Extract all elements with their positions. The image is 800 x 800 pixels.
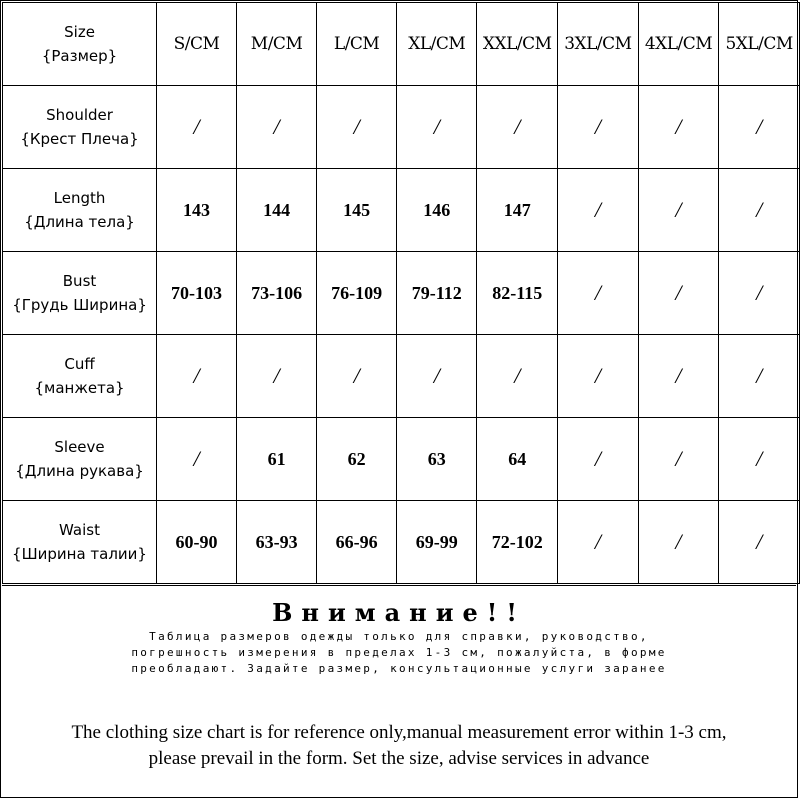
measurement-value-cell: 64	[477, 418, 558, 501]
measurement-value-cell: 144	[237, 169, 317, 252]
measurement-value-cell: /	[558, 335, 639, 418]
measurement-value-cell: /	[397, 335, 477, 418]
size-label-cell	[3, 3, 157, 86]
measurement-value-cell: /	[477, 335, 558, 418]
measurement-value-cell: /	[558, 252, 639, 335]
notice-english-text	[2, 720, 796, 772]
measurement-value-cell: /	[558, 86, 639, 169]
measurement-value-cell: 70-103	[157, 252, 237, 335]
measurement-value-cell: /	[719, 501, 800, 584]
size-header-4xl: 4XL/CM	[638, 3, 719, 86]
measurement-value-cell: 82-115	[477, 252, 558, 335]
measurement-value-cell: /	[317, 335, 397, 418]
table-row	[3, 252, 800, 335]
measurement-value-cell: /	[638, 252, 719, 335]
measurement-label-ru: {Грудь Ширина}	[12, 296, 147, 314]
size-header-3xl: 3XL/CM	[558, 3, 639, 86]
notice-ru-line: Таблица размеров одежды только для справки, руководство,	[149, 630, 649, 643]
measurement-value-cell: 147	[477, 169, 558, 252]
size-header-l: L/CM	[317, 3, 397, 86]
header-row	[3, 3, 800, 86]
measurement-value-cell: 143	[157, 169, 237, 252]
measurement-value-cell: 76-109	[317, 252, 397, 335]
size-header-xxl: XXL/CM	[477, 3, 558, 86]
measurement-label-cell	[3, 252, 157, 335]
measurement-label: Bust	[62, 272, 97, 290]
notice-ru-line: преобладают. Задайте размер, консультационные услуги заранее	[131, 662, 667, 675]
measurement-label: Length	[53, 189, 106, 207]
measurement-value-cell: 146	[397, 169, 477, 252]
notice-en-line: please prevail in the form. Set the size, advise services in advance	[148, 748, 650, 769]
measurement-value-cell: /	[237, 335, 317, 418]
table-row	[3, 335, 800, 418]
size-header-m: M/CM	[237, 3, 317, 86]
measurement-label: Waist	[59, 521, 100, 539]
measurement-value-cell: /	[638, 169, 719, 252]
measurement-value-cell: 72-102	[477, 501, 558, 584]
measurement-label-ru: {Ширина талии}	[12, 545, 147, 563]
measurement-value-cell: 69-99	[397, 501, 477, 584]
measurement-value-cell: 79-112	[397, 252, 477, 335]
measurement-label-ru: {Длина рукава}	[15, 462, 144, 480]
measurement-value-cell: /	[719, 169, 800, 252]
measurement-value-cell: /	[558, 418, 639, 501]
measurement-value-cell: /	[157, 86, 237, 169]
measurement-value-cell: /	[638, 418, 719, 501]
notice-title: Внимание!!	[272, 598, 526, 627]
measurement-value-cell: /	[719, 252, 800, 335]
size-header-xl: XL/CM	[397, 3, 477, 86]
size-label: Size	[64, 23, 95, 41]
table-row	[3, 501, 800, 584]
measurement-value-cell: /	[719, 418, 800, 501]
size-label-ru: {Размер}	[41, 47, 118, 65]
measurement-value-cell: 62	[317, 418, 397, 501]
measurement-label-cell	[3, 335, 157, 418]
table-row	[3, 86, 800, 169]
measurement-label: Shoulder	[46, 106, 113, 124]
measurement-value-cell: /	[157, 335, 237, 418]
measurement-value-cell: 145	[317, 169, 397, 252]
notice-box	[2, 585, 796, 796]
table-row	[3, 418, 800, 501]
measurement-value-cell: /	[638, 86, 719, 169]
measurement-value-cell: /	[558, 169, 639, 252]
measurement-label-cell	[3, 418, 157, 501]
notice-ru-line: погрешность измерения в пределах 1-3 см, пожалуйста, в форме	[131, 646, 667, 659]
table-row	[3, 169, 800, 252]
measurement-value-cell: /	[397, 86, 477, 169]
measurement-label-ru: {Крест Плеча}	[20, 130, 139, 148]
measurement-label-ru: {Длина тела}	[24, 213, 135, 231]
size-table	[2, 2, 800, 584]
measurement-value-cell: /	[719, 335, 800, 418]
measurement-value-cell: /	[638, 501, 719, 584]
measurement-value-cell: 73-106	[237, 252, 317, 335]
measurement-value-cell: 60-90	[157, 501, 237, 584]
measurement-value-cell: /	[317, 86, 397, 169]
measurement-label-cell	[3, 86, 157, 169]
size-header-s: S/CM	[157, 3, 237, 86]
measurement-value-cell: /	[558, 501, 639, 584]
measurement-label: Cuff	[64, 355, 95, 373]
measurement-label-ru: {манжета}	[34, 379, 125, 397]
notice-russian-text	[2, 629, 796, 677]
measurement-value-cell: /	[719, 86, 800, 169]
measurement-value-cell: /	[477, 86, 558, 169]
measurement-label-cell	[3, 501, 157, 584]
measurement-value-cell: /	[157, 418, 237, 501]
size-header-5xl: 5XL/CM	[719, 3, 800, 86]
measurement-value-cell: /	[237, 86, 317, 169]
measurement-label: Sleeve	[54, 438, 105, 456]
measurement-value-cell: 66-96	[317, 501, 397, 584]
measurement-value-cell: 61	[237, 418, 317, 501]
measurement-label-cell	[3, 169, 157, 252]
notice-en-line: The clothing size chart is for reference only,manual measurement error within 1-3 cm,	[71, 722, 727, 743]
size-table-body	[3, 3, 800, 584]
measurement-value-cell: 63-93	[237, 501, 317, 584]
measurement-value-cell: 63	[397, 418, 477, 501]
measurement-value-cell: /	[638, 335, 719, 418]
